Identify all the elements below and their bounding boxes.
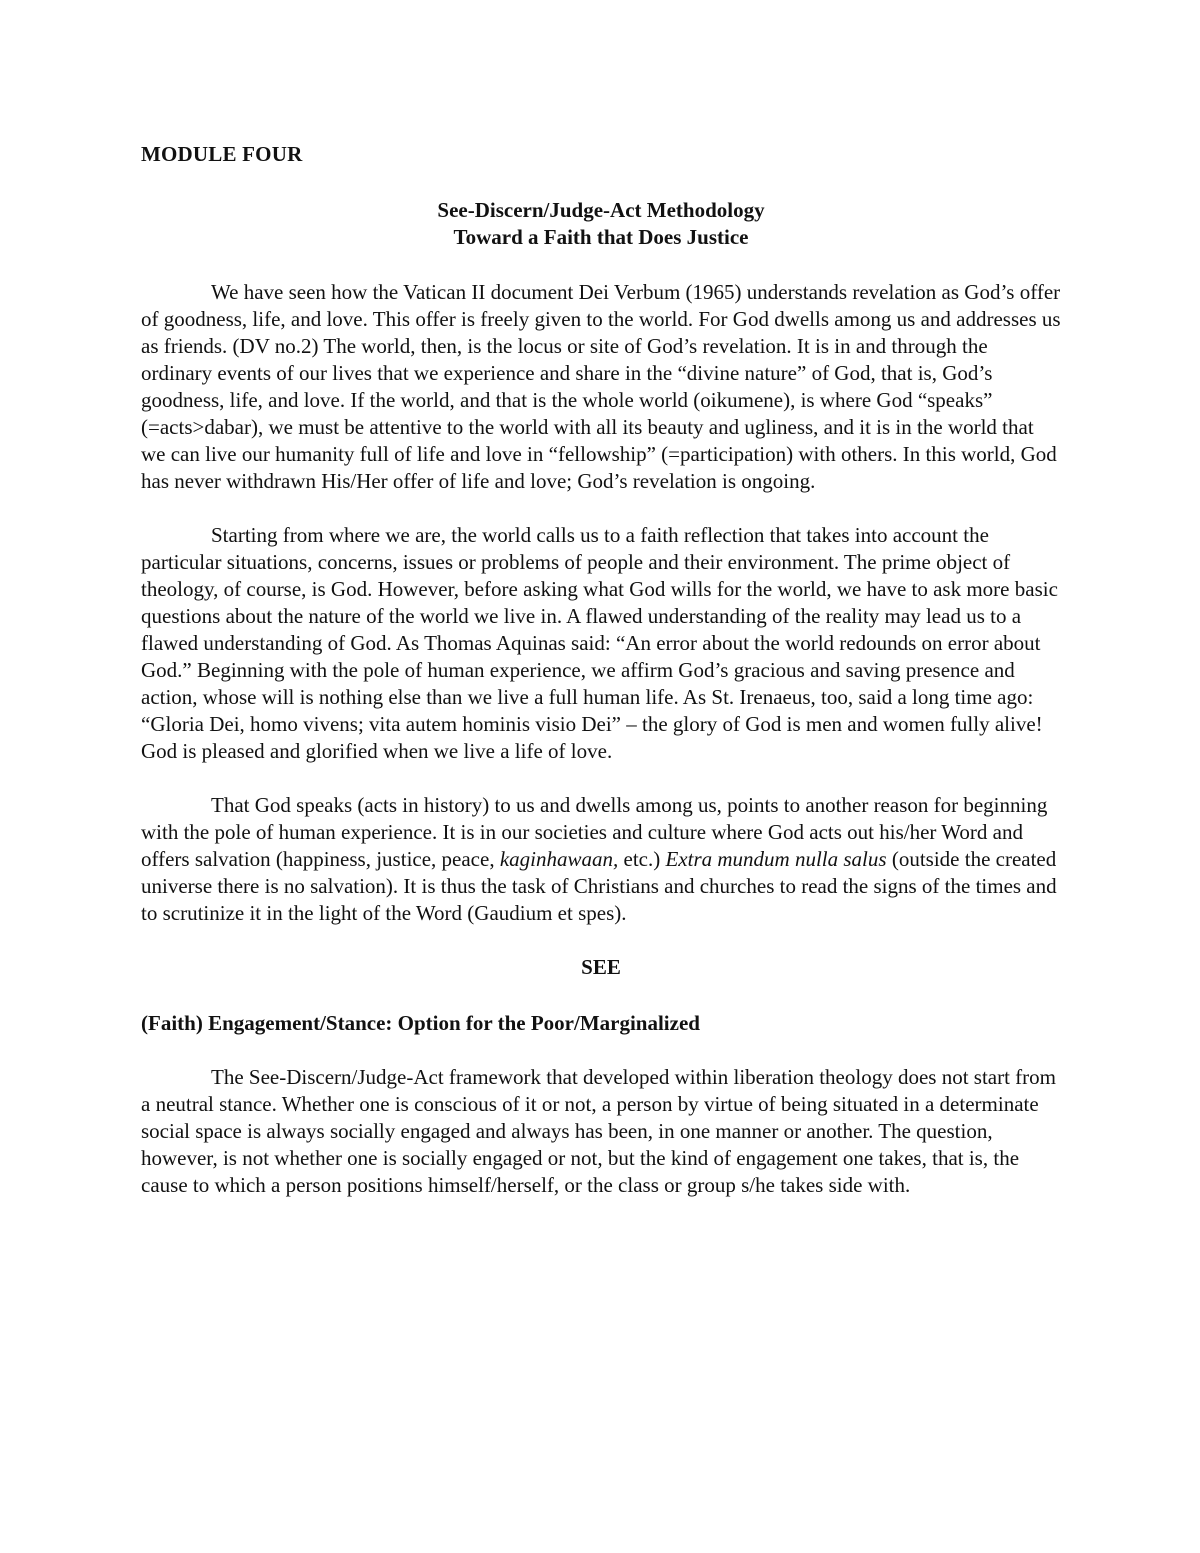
paragraph-2: Starting from where we are, the world calls us to a faith reflection that takes into account the particular situations, concerns, issues or problems of people and their environment. The prime object of theology, of course, is God. However, before asking what God wills for the world, we have to ask more basic questions about the nature of the world we live in. A flawed understanding of the reality may lead us to a flawed understanding of God. As Thomas Aquinas said: “An error about the world redounds on error about God.” Beginning with the pole of human experience, we affirm God’s gracious and saving presence and action, whose will is nothing else than we live a full human life. As St. Irenaeus, too, said a long time ago: “Gloria Dei, homo vivens; vita autem hominis visio Dei” – the glory of God is men and women fully alive! God is pleased and glorified when we live a life of love. — [141, 523, 1058, 763]
paragraph-4: The See-Discern/Judge-Act framework that developed within liberation theology does not start from a neutral stance. Whether one is conscious of it or not, a person by virtue of being situated in a determinate social space is always socially engaged and always has been, in one manner or another. The question, however, is not whether one is socially engaged or not, but the kind of engagement one takes, that is, the cause to which a person positions himself/herself, or the class or group s/he takes side with. — [141, 1065, 1057, 1197]
section-heading-see: SEE — [581, 955, 621, 979]
paragraph-1: We have seen how the Vatican II document Dei Verbum (1965) understands revelation as God’s offer of goodness, life, and love. This offer is freely given to the world. For God dwells among us and addresses us as friends. (DV no.2) The world, then, is the locus or site of God’s revelation. It is in and through the ordinary events of our lives that we experience and share in the “divine nature” of God, that is, God’s goodness, life, and love. If the world, and that is the whole world (oikumene), is where God “speaks” (=acts>dabar), we must be attentive to the world with all its beauty and ugliness, and it is in the world that we can live our humanity full of life and love in “fellowship” (=participation) with others. In this world, God has never withdrawn His/Her offer of life and love; God’s revelation is ongoing. — [141, 280, 1061, 493]
paragraph-3-italic-1: kaginhawaan, — [499, 847, 619, 871]
paragraph-3 — [141, 792, 1061, 927]
section-subheading: (Faith) Engagement/Stance: Option for the Poor/Marginalized — [141, 1011, 700, 1035]
title-block — [141, 197, 1061, 251]
document-title: See-Discern/Judge-Act Methodology — [437, 198, 765, 222]
document-subtitle: Toward a Faith that Does Justice — [453, 225, 749, 249]
paragraph-3-text-3: (outside the created universe there is no salvation). It is thus the task of Christians and churches to read the signs of the times and to scrutinize it in the light of the Word (Gaudium et spes). — [141, 847, 1057, 925]
document-body — [141, 141, 1061, 1226]
module-heading: MODULE FOUR — [141, 142, 303, 166]
paragraph-3-text-1: That God speaks (acts in history) to us and dwells among us, points to another reason for beginning with the pole of human experience. It is in our societies and culture where God acts out his/her Word and offers salvation (happiness, justice, peace, — [141, 793, 1048, 871]
paragraph-3-text-2: etc.) — [618, 847, 666, 871]
paragraph-3-italic-2: Extra mundum nulla salus — [665, 847, 887, 871]
